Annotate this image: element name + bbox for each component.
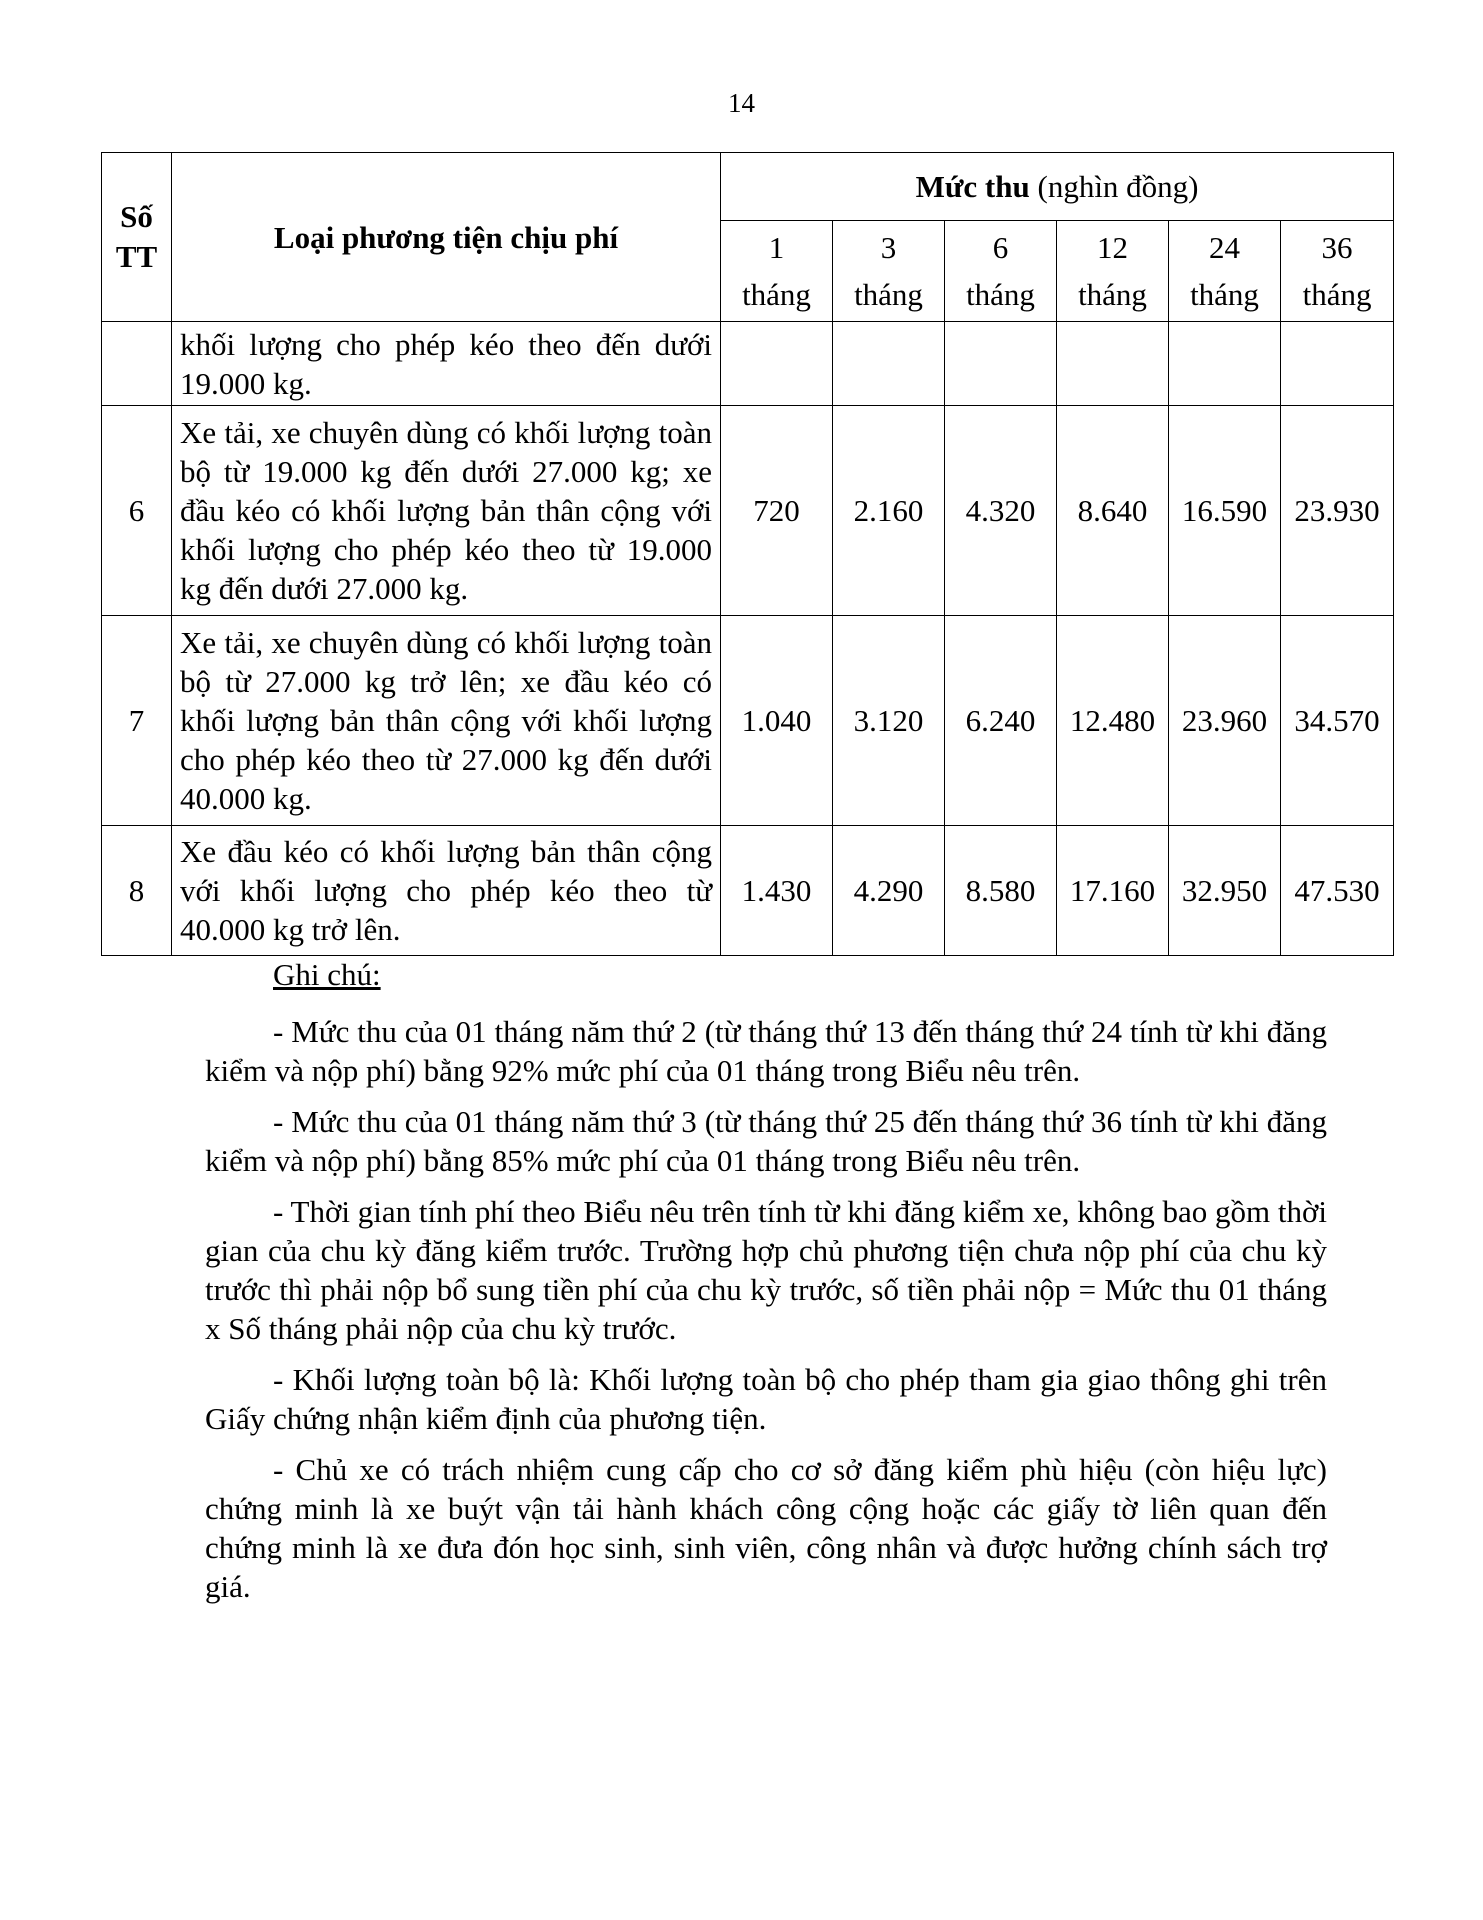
header-month xyxy=(833,221,945,322)
fee-value xyxy=(1057,322,1169,406)
header-rate-label: Mức thu xyxy=(915,169,1030,204)
header-month-unit: tháng xyxy=(1078,277,1147,312)
fee-value: 6.240 xyxy=(945,616,1057,826)
header-month-number: 12 xyxy=(1097,230,1128,265)
header-month-number: 6 xyxy=(992,230,1009,265)
header-month-number: 3 xyxy=(880,230,897,265)
fee-value xyxy=(833,322,945,406)
row-number: 7 xyxy=(102,616,172,826)
fee-value: 3.120 xyxy=(833,616,945,826)
page-number: 14 xyxy=(728,88,755,118)
fee-value: 1.430 xyxy=(721,826,833,956)
fee-value: 47.530 xyxy=(1281,826,1394,956)
notes-section xyxy=(205,955,1327,1618)
vehicle-description: khối lượng cho phép kéo theo đến dưới 19.000 kg. xyxy=(172,322,721,406)
fee-value: 8.640 xyxy=(1057,406,1169,616)
fee-value: 720 xyxy=(721,406,833,616)
fee-value xyxy=(721,322,833,406)
vehicle-description: Xe đầu kéo có khối lượng bản thân cộng với khối lượng cho phép kéo theo từ 40.000 kg trở lên. xyxy=(172,826,721,956)
header-month xyxy=(945,221,1057,322)
header-month-number: 36 xyxy=(1321,230,1353,265)
table-row xyxy=(102,322,1394,406)
fee-table xyxy=(101,152,1394,956)
header-vehicle-type: Loại phương tiện chịu phí xyxy=(172,153,721,322)
header-month-unit: tháng xyxy=(966,277,1035,312)
note-paragraph: - Mức thu của 01 tháng năm thứ 2 (từ tháng thứ 13 đến tháng thứ 24 tính từ khi đăng kiểm và nộp phí) bằng 92% mức phí của 01 tháng trong Biểu nêu trên. xyxy=(205,1014,1327,1088)
header-month xyxy=(721,221,833,322)
note-paragraph: - Khối lượng toàn bộ là: Khối lượng toàn bộ cho phép tham gia giao thông ghi trên Giấy chứng nhận kiểm định của phương tiện. xyxy=(205,1362,1327,1436)
header-rate xyxy=(721,153,1394,221)
fee-value xyxy=(945,322,1057,406)
header-month-unit: tháng xyxy=(742,277,811,312)
row-number xyxy=(102,322,172,406)
fee-value: 2.160 xyxy=(833,406,945,616)
header-month-unit: tháng xyxy=(1302,277,1372,312)
fee-value: 8.580 xyxy=(945,826,1057,956)
note-paragraph: - Chủ xe có trách nhiệm cung cấp cho cơ sở đăng kiểm phù hiệu (còn hiệu lực) chứng minh là xe buýt vận tải hành khách công cộng hoặc các giấy tờ liên quan đến chứng minh là xe đưa đón học sinh, sinh viên, công nhân và được hưởng chính sách trợ giá. xyxy=(205,1452,1327,1604)
fee-value xyxy=(1169,322,1281,406)
fee-value: 17.160 xyxy=(1057,826,1169,956)
header-month xyxy=(1169,221,1281,322)
fee-value: 12.480 xyxy=(1057,616,1169,826)
fee-value: 16.590 xyxy=(1169,406,1281,616)
note-paragraph: - Thời gian tính phí theo Biểu nêu trên tính từ khi đăng kiểm xe, không bao gồm thời gian của chu kỳ đăng kiểm trước. Trường hợp chủ phương tiện chưa nộp phí của chu kỳ trước thì phải nộp bổ sung tiền phí của chu kỳ trước, số tiền phải nộp = Mức thu 01 tháng x Số tháng phải nộp của chu kỳ trước. xyxy=(205,1194,1327,1346)
header-month-unit: tháng xyxy=(1190,277,1259,312)
table-row xyxy=(102,616,1394,826)
row-number: 8 xyxy=(102,826,172,956)
header-rate-unit: (nghìn đồng) xyxy=(1037,169,1199,204)
header-month-number: 24 xyxy=(1209,230,1240,265)
vehicle-description: Xe tải, xe chuyên dùng có khối lượng toàn bộ từ 19.000 kg đến dưới 27.000 kg; xe đầu kéo có khối lượng bản thân cộng với khối lượng cho phép kéo theo từ 19.000 kg đến dưới 27.000 kg. xyxy=(172,406,721,616)
fee-value: 34.570 xyxy=(1281,616,1394,826)
notes-title: Ghi chú: xyxy=(273,957,381,992)
fee-value: 4.290 xyxy=(833,826,945,956)
header-stt: Số TT xyxy=(102,153,172,322)
vehicle-description: Xe tải, xe chuyên dùng có khối lượng toàn bộ từ 27.000 kg trở lên; xe đầu kéo có khối lượng bản thân cộng với khối lượng cho phép kéo theo từ 27.000 kg đến dưới 40.000 kg. xyxy=(172,616,721,826)
header-month-number: 1 xyxy=(768,230,785,265)
header-month-unit: tháng xyxy=(854,277,923,312)
fee-value: 32.950 xyxy=(1169,826,1281,956)
header-month xyxy=(1057,221,1169,322)
fee-value xyxy=(1281,322,1394,406)
header-month xyxy=(1281,221,1394,322)
fee-value: 23.930 xyxy=(1281,406,1394,616)
note-paragraph: - Mức thu của 01 tháng năm thứ 3 (từ tháng thứ 25 đến tháng thứ 36 tính từ khi đăng kiểm và nộp phí) bằng 85% mức phí của 01 tháng trong Biểu nêu trên. xyxy=(205,1104,1327,1178)
table-row xyxy=(102,826,1394,956)
fee-value: 1.040 xyxy=(721,616,833,826)
row-number: 6 xyxy=(102,406,172,616)
fee-value: 4.320 xyxy=(945,406,1057,616)
fee-value: 23.960 xyxy=(1169,616,1281,826)
table-row xyxy=(102,406,1394,616)
